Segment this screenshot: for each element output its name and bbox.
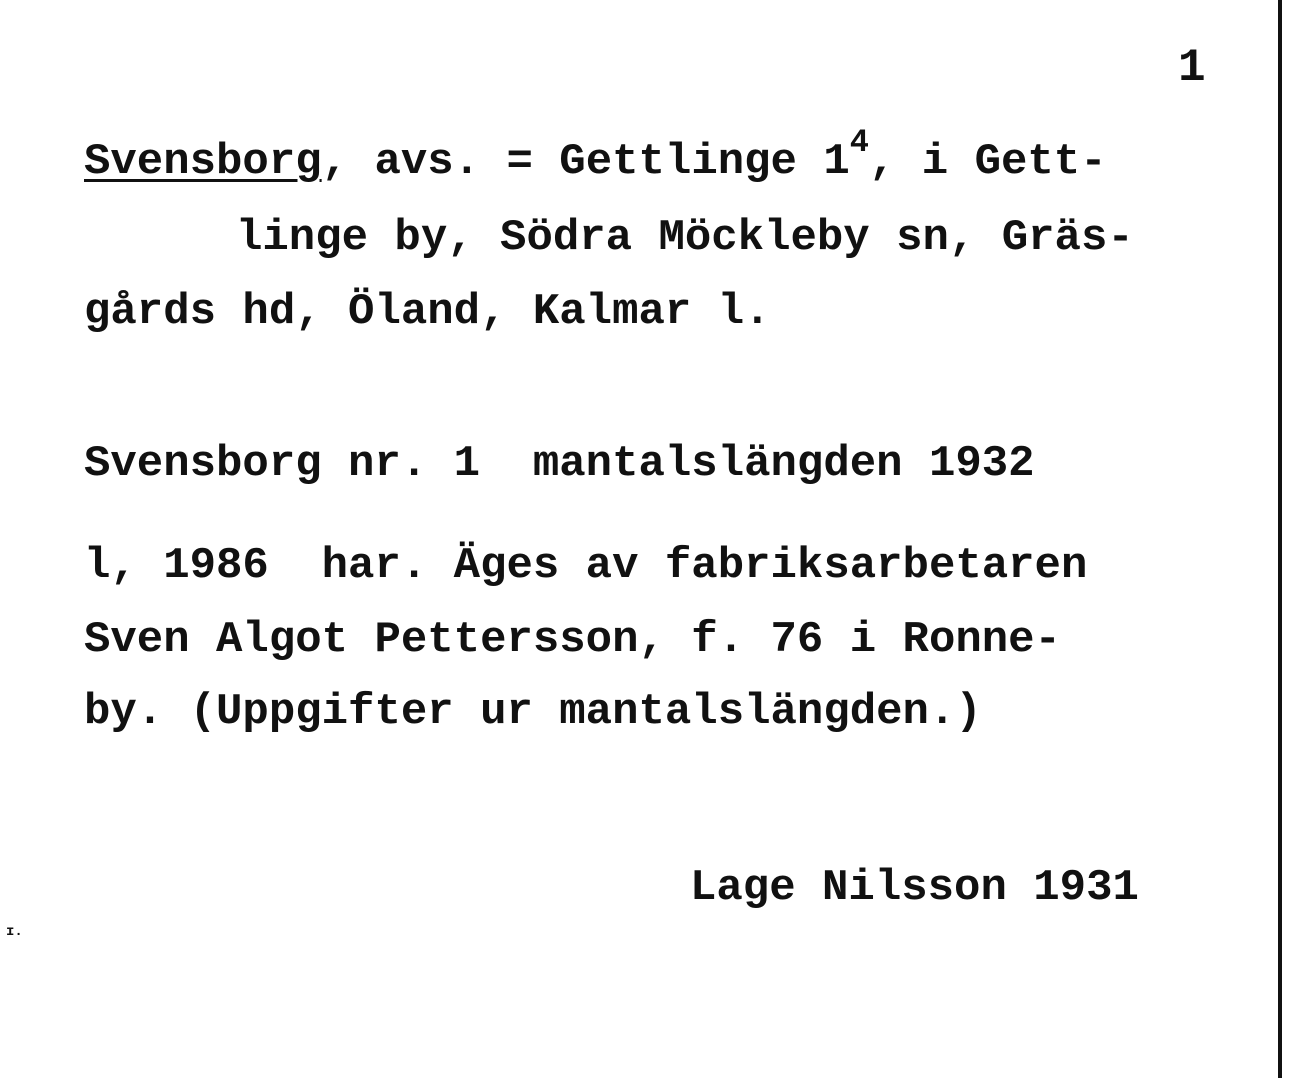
- entry-line-1-tail: , i Gett-: [868, 137, 1107, 187]
- ownership-line-3: by. (Uppgifter ur mantalslängden.): [84, 687, 982, 737]
- headword: Svensborg: [84, 137, 322, 187]
- equals-mark: =: [506, 137, 533, 187]
- entry-reference-superscript: 4: [849, 124, 869, 161]
- card-number: 1: [1178, 42, 1206, 94]
- entry-reference: Gettlinge 1: [532, 137, 850, 187]
- card-edge-line: [1278, 0, 1282, 1078]
- entry-line-3: gårds hd, Öland, Kalmar l.: [84, 287, 771, 337]
- entry-line-1: [84, 124, 1107, 187]
- ownership-line-1: l, 1986 har. Äges av fabriksarbetaren: [84, 541, 1088, 591]
- entry-avs: , avs.: [321, 137, 507, 187]
- mantal-line: Svensborg nr. 1 mantalslängden 1932: [84, 439, 1035, 489]
- entry-line-2: linge by, Södra Möckleby sn, Gräs-: [236, 213, 1134, 263]
- signature: Lage Nilsson 1931: [690, 863, 1139, 913]
- ownership-line-2: Sven Algot Pettersson, f. 76 i Ronne-: [84, 615, 1061, 665]
- margin-mark: ɪ.: [6, 924, 23, 940]
